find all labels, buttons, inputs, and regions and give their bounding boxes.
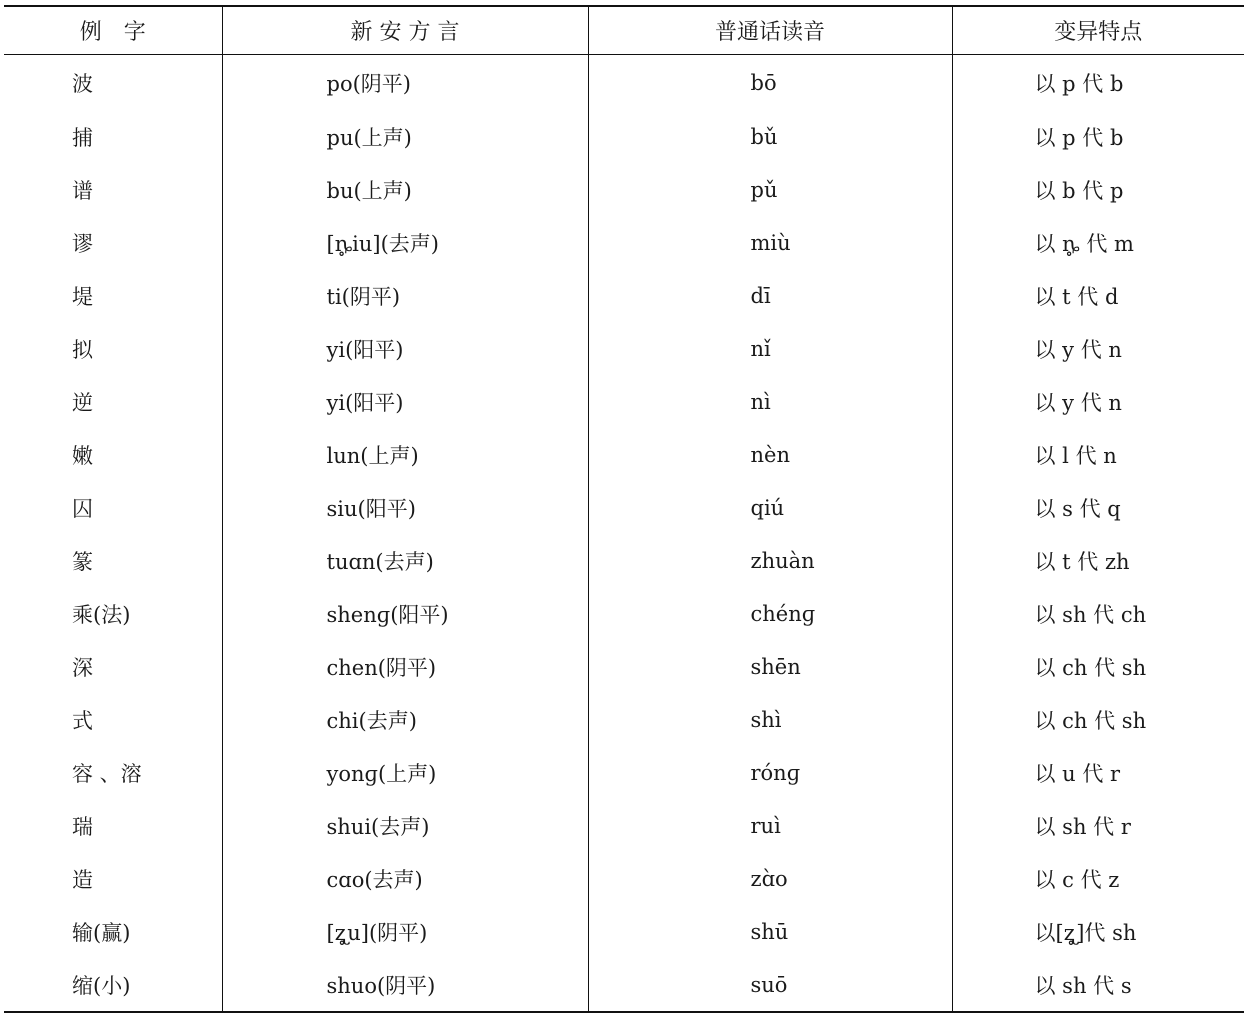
example-char-cell: 逆 (72, 390, 93, 415)
mandarin-reading-cell: nì (588, 375, 952, 428)
example-char-cell: 输(赢) (72, 920, 131, 945)
example-char-cell: 拟 (72, 337, 93, 362)
example-char-cell: 篆 (72, 549, 93, 574)
dialect-reading-cell: cɑo(去声) (222, 852, 588, 905)
example-char-cell: 乘(法) (72, 602, 131, 627)
variation-feature-cell: 以 p 代 b (952, 110, 1244, 163)
dialect-reading-cell: pu(上声) (222, 110, 588, 163)
table-row (4, 799, 1244, 852)
dialect-reading-cell: chi(去声) (222, 693, 588, 746)
variation-feature-cell: 以 s 代 q (952, 481, 1244, 534)
dialect-comparison-table (4, 5, 1244, 1013)
table-body (4, 55, 1244, 1013)
table-row (4, 587, 1244, 640)
mandarin-reading-cell: qiú (588, 481, 952, 534)
dialect-reading-cell: shenɡ(阳平) (222, 587, 588, 640)
table-row (4, 481, 1244, 534)
example-char-cell: 谬 (72, 231, 93, 256)
variation-feature-cell: 以 sh 代 r (952, 799, 1244, 852)
mandarin-reading-cell: nèn (588, 428, 952, 481)
example-char-cell: 容 、溶 (72, 761, 142, 786)
example-char-cell: 谱 (72, 178, 93, 203)
mandarin-reading-cell: shū (588, 905, 952, 958)
table-row (4, 958, 1244, 1012)
dialect-reading-cell: tuɑn(去声) (222, 534, 588, 587)
header-row (4, 6, 1244, 55)
table-row (4, 55, 1244, 111)
mandarin-reading-cell: dī (588, 269, 952, 322)
dialect-reading-cell: siu(阳平) (222, 481, 588, 534)
table-row (4, 905, 1244, 958)
mandarin-reading-cell: bǔ (588, 110, 952, 163)
variation-feature-cell: 以 p 代 b (952, 55, 1244, 111)
example-char-cell: 堤 (72, 284, 93, 309)
table-row (4, 428, 1244, 481)
table-header (4, 6, 1244, 55)
mandarin-reading-cell: miù (588, 216, 952, 269)
variation-feature-cell: 以 y 代 n (952, 375, 1244, 428)
mandarin-reading-cell: ruì (588, 799, 952, 852)
example-char-cell: 深 (72, 655, 93, 680)
mandarin-reading-cell: chénɡ (588, 587, 952, 640)
mandarin-reading-cell: rónɡ (588, 746, 952, 799)
header-example-char: 例 字 (4, 6, 222, 55)
example-char-cell: 造 (72, 867, 93, 892)
table-row (4, 852, 1244, 905)
mandarin-reading-cell: nǐ (588, 322, 952, 375)
variation-feature-cell: 以 l 代 n (952, 428, 1244, 481)
dialect-reading-cell: ti(阴平) (222, 269, 588, 322)
dialect-reading-cell: yi(阳平) (222, 322, 588, 375)
table-row (4, 746, 1244, 799)
dialect-reading-cell: yonɡ(上声) (222, 746, 588, 799)
mandarin-reading-cell: shì (588, 693, 952, 746)
variation-feature-cell: 以 sh 代 s (952, 958, 1244, 1012)
table-row (4, 375, 1244, 428)
dialect-reading-cell: yi(阳平) (222, 375, 588, 428)
table-row (4, 110, 1244, 163)
table-row (4, 534, 1244, 587)
variation-feature-cell: 以 t 代 zh (952, 534, 1244, 587)
table-row (4, 322, 1244, 375)
dialect-reading-cell: shui(去声) (222, 799, 588, 852)
header-xinan-dialect: 新 安 方 言 (222, 6, 588, 55)
mandarin-reading-cell: bō (588, 55, 952, 111)
dialect-reading-cell: bu(上声) (222, 163, 588, 216)
variation-feature-cell: 以 y 代 n (952, 322, 1244, 375)
table-row (4, 163, 1244, 216)
dialect-reading-cell: [ȵ̥iu](去声) (222, 216, 588, 269)
mandarin-reading-cell: suō (588, 958, 952, 1012)
dialect-reading-cell: [ʐ̥u](阴平) (222, 905, 588, 958)
mandarin-reading-cell: pǔ (588, 163, 952, 216)
example-char-cell: 嫩 (72, 443, 93, 468)
example-char-cell: 囚 (72, 496, 93, 521)
example-char-cell: 缩(小) (72, 973, 131, 998)
variation-feature-cell: 以 ȵ̥ 代 m (952, 216, 1244, 269)
variation-feature-cell: 以 b 代 p (952, 163, 1244, 216)
header-variation-feature: 变异特点 (952, 6, 1244, 55)
header-mandarin-reading: 普通话读音 (588, 6, 952, 55)
dialect-reading-cell: chen(阴平) (222, 640, 588, 693)
dialect-reading-cell: po(阴平) (222, 55, 588, 111)
example-char-cell: 波 (72, 71, 93, 96)
variation-feature-cell: 以 u 代 r (952, 746, 1244, 799)
mandarin-reading-cell: shēn (588, 640, 952, 693)
table-row (4, 640, 1244, 693)
table-row (4, 269, 1244, 322)
table-row (4, 693, 1244, 746)
dialect-reading-cell: lun(上声) (222, 428, 588, 481)
variation-feature-cell: 以 sh 代 ch (952, 587, 1244, 640)
mandarin-reading-cell: zhuàn (588, 534, 952, 587)
variation-feature-cell: 以 ch 代 sh (952, 640, 1244, 693)
variation-feature-cell: 以 c 代 z (952, 852, 1244, 905)
example-char-cell: 捕 (72, 125, 93, 150)
variation-feature-cell: 以 t 代 d (952, 269, 1244, 322)
example-char-cell: 瑞 (72, 814, 93, 839)
table-row (4, 216, 1244, 269)
variation-feature-cell: 以 ch 代 sh (952, 693, 1244, 746)
variation-feature-cell: 以[ʐ̥]代 sh (952, 905, 1244, 958)
mandarin-reading-cell: zɑ̀o (588, 852, 952, 905)
dialect-reading-cell: shuo(阴平) (222, 958, 588, 1012)
example-char-cell: 式 (72, 708, 93, 733)
